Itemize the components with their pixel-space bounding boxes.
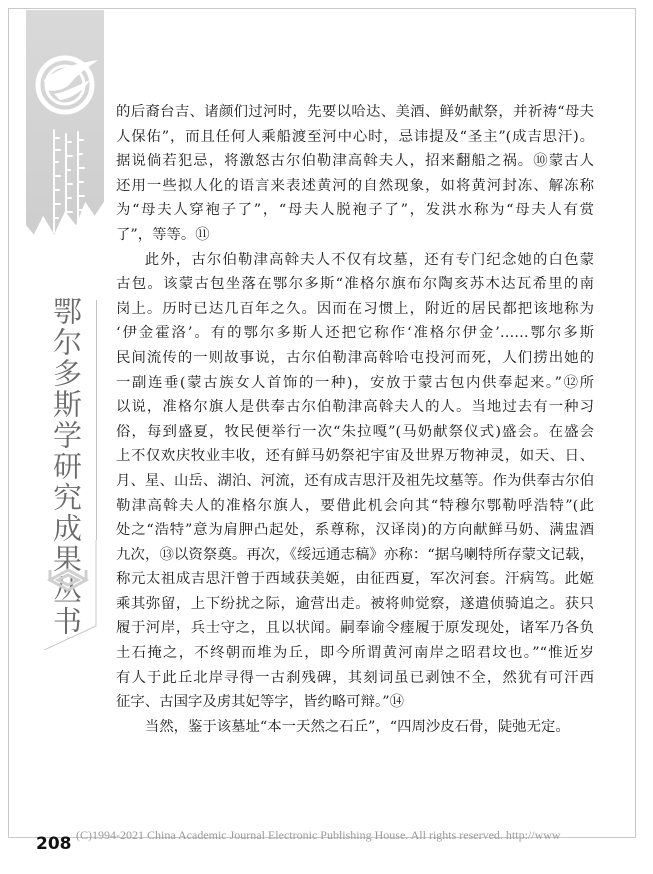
text-line: 了”，等等。⑪ <box>116 226 210 243</box>
text-line: 此外，古尔伯勒津高斡夫人不仅有坟墓，还有专门纪念她的白色蒙 <box>144 251 594 268</box>
text-line: 土石掩之，不终朝而堆为丘，即今所谓黄河南岸之昭君坟也。”“惟近岁 <box>116 645 594 662</box>
paragraph-1 <box>116 100 594 248</box>
sidebar-divider <box>96 300 97 540</box>
body-text <box>116 100 594 739</box>
text-line: 征字、古国字及虏其妃等字，皆约略可辩。”⑭ <box>116 694 404 711</box>
paragraph-2 <box>116 248 594 715</box>
text-line: 还用一些拟人化的语言来表述黄河的自然现象，如将黄河封冻、解冻称 <box>116 177 594 194</box>
text-line: 当然，鉴于该墓址“本一天然之石丘”，“四周沙皮石骨，陡弛无定。 <box>144 718 570 735</box>
mongolian-script-decoration <box>48 126 88 236</box>
text-line: 称元太祖成吉思汗曾于西域获美姬，由征西夏，军次河套。汗病笃。此姬 <box>116 571 594 588</box>
copyright-watermark: (C)1994-2021 China Academic Journal Electronic Publishing House. All rights reserved. http://www <box>76 828 561 842</box>
text-line: 上不仅欢庆牧业丰收，还有鲜马奶祭祀宇宙及世界万物神灵，如天、日、 <box>116 448 594 465</box>
text-line: ‘伊金霍洛’。有的鄂尔多斯人还把它称作‘准格尔伊金’……鄂尔多斯 <box>116 325 594 342</box>
sidebar <box>26 10 104 646</box>
text-line: 古包。该蒙古包坐落在鄂尔多斯“准格尔旗布尔陶亥苏木达瓦希里的南 <box>116 276 594 293</box>
paragraph-3 <box>116 715 594 740</box>
text-line: 月、星、山岳、湖泊、河流，还有成吉思汗及祖先坟墓等。作为供奉古尔伯 <box>116 472 594 489</box>
text-line: 岗上。历时已达几百年之久。因而在习惯上，附近的居民都把该地称为 <box>116 300 594 317</box>
sidebar-footer-ornament <box>44 540 122 650</box>
text-line: 有人于此丘北岸寻得一古刹残碑，其刻词虽已剥蚀不全，然犹有可汗西 <box>116 669 594 686</box>
text-line: 的后裔台吉、诸颜们过河时，先要以哈达、美酒、鲜奶献祭，并祈祷“母夫 <box>116 104 594 120</box>
text-line: 为“母夫人穿袍子了”，“母夫人脱袍子了”，发洪水称为“母夫人有赏 <box>116 202 594 219</box>
text-line: 俗，每到盛夏，牧民便举行一次“朱拉嘎”(马奶献祭仪式)盛会。在盛会 <box>116 423 594 440</box>
text-line: 以说，准格尔旗人是供奉古尔伯勒津高斡夫人的人。当地过去有一种习 <box>116 399 594 416</box>
text-line: 民间流传的一则故事说，古尔伯勒津高斡哈屯投河而死，人们捞出她的 <box>116 349 594 366</box>
dove-logo-icon <box>32 50 102 116</box>
text-line: 履于河岸，兵士守之，且以状闻。嗣奉谕令瘗履于原发现处，诸军乃各负 <box>116 620 594 637</box>
text-line: 九次，⑬以资祭奠。再次，《绥远通志稿》亦称：“据乌喇特所存蒙文记载， <box>116 546 594 563</box>
text-line: 据说倘若犯忌，将激怒古尔伯勒津高斡夫人，招来翻船之祸。⑩蒙古人 <box>116 153 594 170</box>
text-line: 一副连垂(蒙古族女人首饰的一种)，安放于蒙古包内供奉起来。”⑫所 <box>116 374 594 391</box>
text-line: 勒津高斡夫人的准格尔旗人，要借此机会向其“特穆尔鄂勒呼浩特”(此 <box>116 497 594 514</box>
text-line: 人保佑”，而且任何人乘船渡至河中心时，忌讳提及“圣主”(成吉思汗)。 <box>116 128 594 145</box>
series-title: 鄂尔多斯学研究成果丛书 <box>49 296 83 637</box>
text-line: 处之“浩特”意为肩胛凸起处，系尊称，汉译岗)的方向献鲜马奶、满盅酒 <box>116 522 594 539</box>
text-line: 乘其弥留，上下纷扰之际，逾营出走。被将帅觉察，遂遣侦骑追之。获只 <box>116 595 594 612</box>
page-number: 208 <box>36 834 72 854</box>
